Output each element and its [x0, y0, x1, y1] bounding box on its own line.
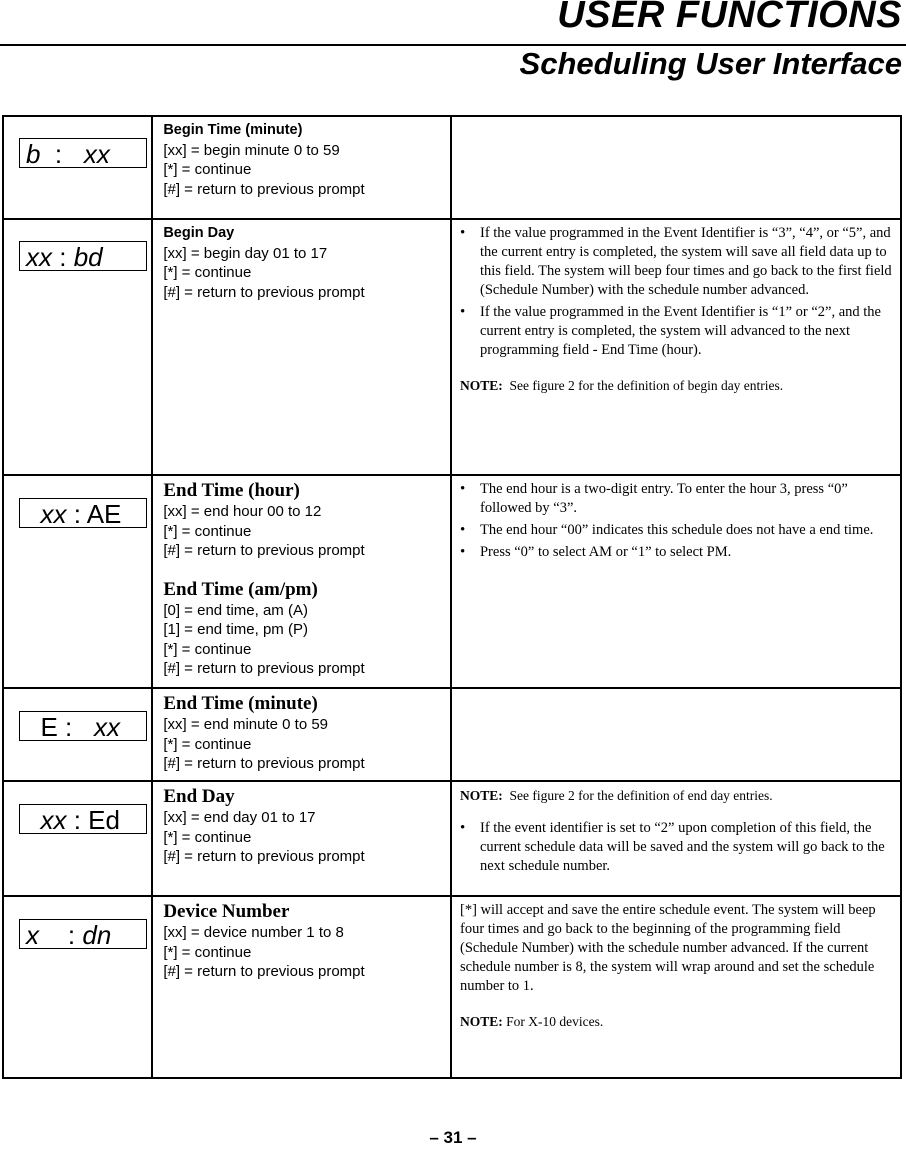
prompt-line: [xx] = end day 01 to 17: [163, 809, 316, 826]
prompt-line: [#] = return to previous prompt: [163, 542, 365, 559]
info-bullet: • Press “0” to select AM or “1” to select PM.: [460, 543, 892, 562]
prompt-cell: [152, 475, 451, 688]
display-cell: [3, 781, 152, 896]
info-cell: [451, 896, 901, 1078]
prompt-cell: [152, 781, 451, 896]
prompt-cell: [152, 116, 451, 219]
prompt-line: [xx] = device number 1 to 8: [163, 924, 344, 941]
prompt-heading: End Time (hour): [163, 480, 300, 501]
info-cell: [451, 116, 901, 219]
keypad-display: xx : bd: [19, 241, 147, 271]
prompt-heading: End Time (am/pm): [163, 578, 318, 600]
table-row: [3, 896, 901, 1078]
info-bullet: • The end hour “00” indicates this schedule does not have a end time.: [460, 521, 892, 540]
info-cell: [451, 781, 901, 896]
info-paragraph: [*] will accept and save the entire schedule event. The system will beep four times and go back to the beginning of the programming field (Schedule Number) with the schedule number advanced. If the current schedule number is 8, the system will wrap around and set the schedule number to 1.: [459, 902, 876, 994]
prompt-line: [xx] = begin minute 0 to 59: [163, 141, 340, 159]
prompt-cell: [152, 896, 451, 1078]
table-row: [3, 781, 901, 896]
prompt-line: [xx] = end hour 00 to 12: [163, 503, 322, 520]
info-bullet: • If the value programmed in the Event Identifier is “3”, “4”, or “5”, and the current entry is completed, the system will save all field data up to this field. The system will beep four times and go back to the first field (Schedule Number) with the schedule number advanced.: [460, 224, 892, 300]
prompt-line: [#] = return to previous prompt: [163, 180, 365, 198]
prompt-line: [#] = return to previous prompt: [163, 660, 365, 677]
prompt-line: [*] = continue: [163, 522, 252, 540]
page-title: USER FUNCTIONS: [557, 0, 902, 36]
prompt-line: [#] = return to previous prompt: [163, 963, 365, 980]
info-bullet: • If the event identifier is set to “2” upon completion of this field, the current schedule data will be saved and the system will go back to the next schedule number.: [460, 819, 892, 876]
prompt-line: [#] = return to previous prompt: [163, 283, 365, 301]
info-note: NOTE: For X-10 devices.: [459, 1014, 604, 1029]
table-row: [3, 688, 901, 781]
prompt-heading: Begin Day: [163, 225, 235, 241]
display-cell: [3, 116, 152, 219]
prompt-line: [#] = return to previous prompt: [163, 848, 365, 865]
scheduling-table: [2, 115, 902, 1079]
keypad-display: E : xx: [19, 711, 147, 741]
info-bullet: • If the value programmed in the Event Identifier is “1” or “2”, and the current entry is completed, the system will advanced to the next programming field - End Time (hour).: [460, 303, 892, 360]
prompt-line: [*] = continue: [163, 161, 252, 178]
prompt-line: [1] = end time, pm (P): [163, 621, 308, 638]
info-note: NOTE: See figure 2 for the definition of end day entries.: [459, 788, 773, 803]
page-subtitle: Scheduling User Interface: [519, 46, 902, 81]
prompt-heading: Device Number: [163, 901, 290, 922]
keypad-display: x : dn: [19, 919, 147, 949]
prompt-line: [xx] = end minute 0 to 59: [163, 716, 329, 733]
display-cell: [3, 475, 152, 688]
prompt-heading: End Time (minute): [163, 693, 318, 714]
prompt-cell: [152, 219, 451, 475]
info-cell: [451, 475, 901, 688]
info-bullet: • The end hour is a two-digit entry. To enter the hour 3, press “0” followed by “3”.: [460, 480, 892, 518]
keypad-display: b : xx: [19, 138, 147, 168]
table-row: [3, 475, 901, 688]
prompt-line: [*] = continue: [163, 735, 252, 753]
table-row: [3, 219, 901, 475]
table-row: [3, 116, 901, 219]
info-note: NOTE: See figure 2 for the definition of begin day entries.: [459, 378, 784, 393]
prompt-line: [xx] = begin day 01 to 17: [163, 244, 328, 262]
prompt-line: [*] = continue: [163, 640, 252, 658]
info-cell: [451, 219, 901, 475]
prompt-heading: Begin Time (minute): [163, 122, 303, 138]
prompt-line: [#] = return to previous prompt: [163, 755, 365, 772]
prompt-heading: End Day: [163, 786, 235, 807]
display-cell: [3, 896, 152, 1078]
display-cell: [3, 219, 152, 475]
info-cell: [451, 688, 901, 781]
prompt-line: [0] = end time, am (A): [163, 601, 308, 619]
prompt-line: [*] = continue: [163, 943, 252, 961]
keypad-display: xx : Ed: [19, 804, 147, 834]
keypad-display: xx : AE: [19, 498, 147, 528]
prompt-line: [*] = continue: [163, 828, 252, 846]
page-number: – 31 –: [429, 1128, 477, 1147]
prompt-line: [*] = continue: [163, 264, 252, 281]
display-cell: [3, 688, 152, 781]
prompt-cell: [152, 688, 451, 781]
